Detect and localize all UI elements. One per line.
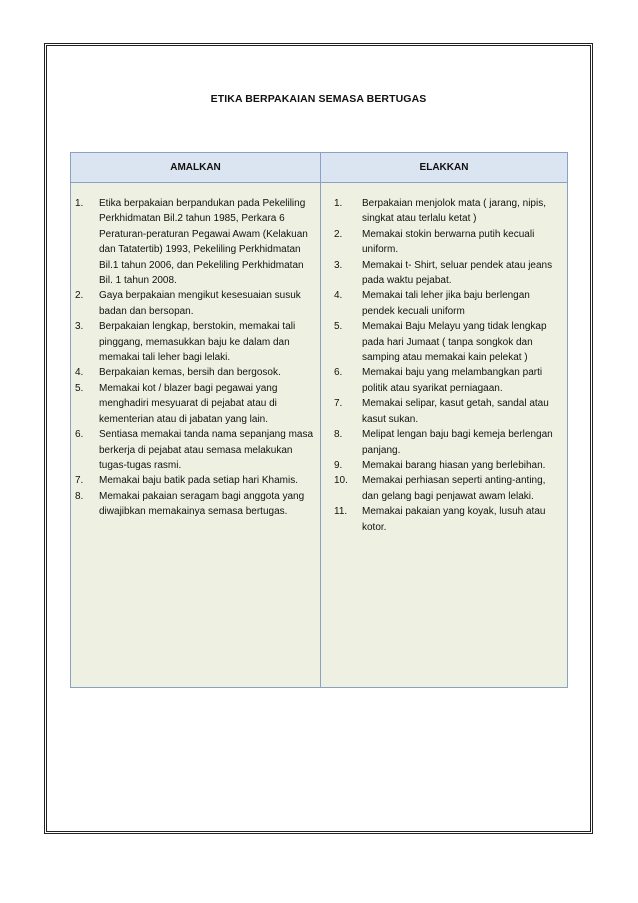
etiquette-table [70, 152, 568, 688]
list-item: 1. Etika berpakaian berpandukan pada Pekeliling Perkhidmatan Bil.2 tahun 1985, Perkara 6 Peraturan-peraturan Pegawai Awam (Kelakuan dan Tatatertib) 1993, Pekeliling Perkhidmatan Bil.1 tahun 2006, dan Pekeliling Perkhidmatan Bil. 1 tahun 2008. [75, 198, 308, 287]
amalkan-list [71, 183, 320, 520]
list-item: 3. Memakai t- Shirt, seluar pendek atau jeans pada waktu pejabat. [334, 259, 553, 287]
list-item: 7. Memakai baju batik pada setiap hari Khamis. [75, 475, 298, 487]
list-item: 9. Memakai barang hiasan yang berlebihan. [334, 459, 546, 471]
list-item: 6. Sentiasa memakai tanda nama sepanjang masa berkerja di pejabat atau semasa melakukan tugas-tugas rasmi. [75, 429, 314, 471]
list-item: 4. Memakai tali leher jika baju berlengan pendek kecuali uniform [334, 290, 530, 317]
list-item: 4. Berpakaian kemas, bersih dan bergosok. [75, 367, 281, 379]
list-item: 5. Memakai kot / blazer bagi pegawai yang menghadiri mesyuarat di pejabat atau di kementerian atau di jabatan yang lain. [75, 382, 278, 425]
list-item: 1. Berpakaian menjolok mata ( jarang, nipis, singkat atau terlalu ketat ) [334, 198, 546, 225]
list-item: 2. Gaya berpakaian mengikut kesesuaian susuk badan dan bersopan. [75, 290, 301, 317]
list-item: 2. Memakai stokin berwarna putih kecuali uniform. [334, 228, 535, 256]
list-item: 8. Melipat lengan baju bagi kemeja berlengan panjang. [334, 429, 553, 456]
elakkan-list [321, 183, 567, 535]
list-item: 11. Memakai pakaian yang koyak, lusuh atau kotor. [334, 506, 546, 533]
list-item: 8. Memakai pakaian seragam bagi anggota yang diwajibkan memakainya semasa bertugas. [75, 490, 305, 518]
list-item: 5. Memakai Baju Melayu yang tidak lengkap pada hari Jumaat ( tanpa songkok dan samping atau memakai kain pelekat ) [334, 321, 547, 364]
amalkan-header: AMALKAN [71, 153, 320, 183]
list-item: 6. Memakai baju yang melambangkan parti politik atau syarikat perniagaan. [334, 367, 543, 394]
elakkan-header: ELAKKAN [321, 153, 567, 183]
amalkan-column [71, 153, 321, 687]
page-frame [44, 43, 593, 834]
document-title: ETIKA BERPAKAIAN SEMASA BERTUGAS [210, 93, 427, 105]
elakkan-column [321, 153, 567, 687]
list-item: 3. Berpakaian lengkap, berstokin, memakai tali pinggang, memasukkan baju ke dalam dan memakai tali leher bagi lelaki. [75, 321, 296, 364]
list-item: 10. Memakai perhiasan seperti anting-anting, dan gelang bagi penjawat awam lelaki. [334, 475, 546, 502]
list-item: 7. Memakai selipar, kasut getah, sandal atau kasut sukan. [334, 398, 549, 425]
